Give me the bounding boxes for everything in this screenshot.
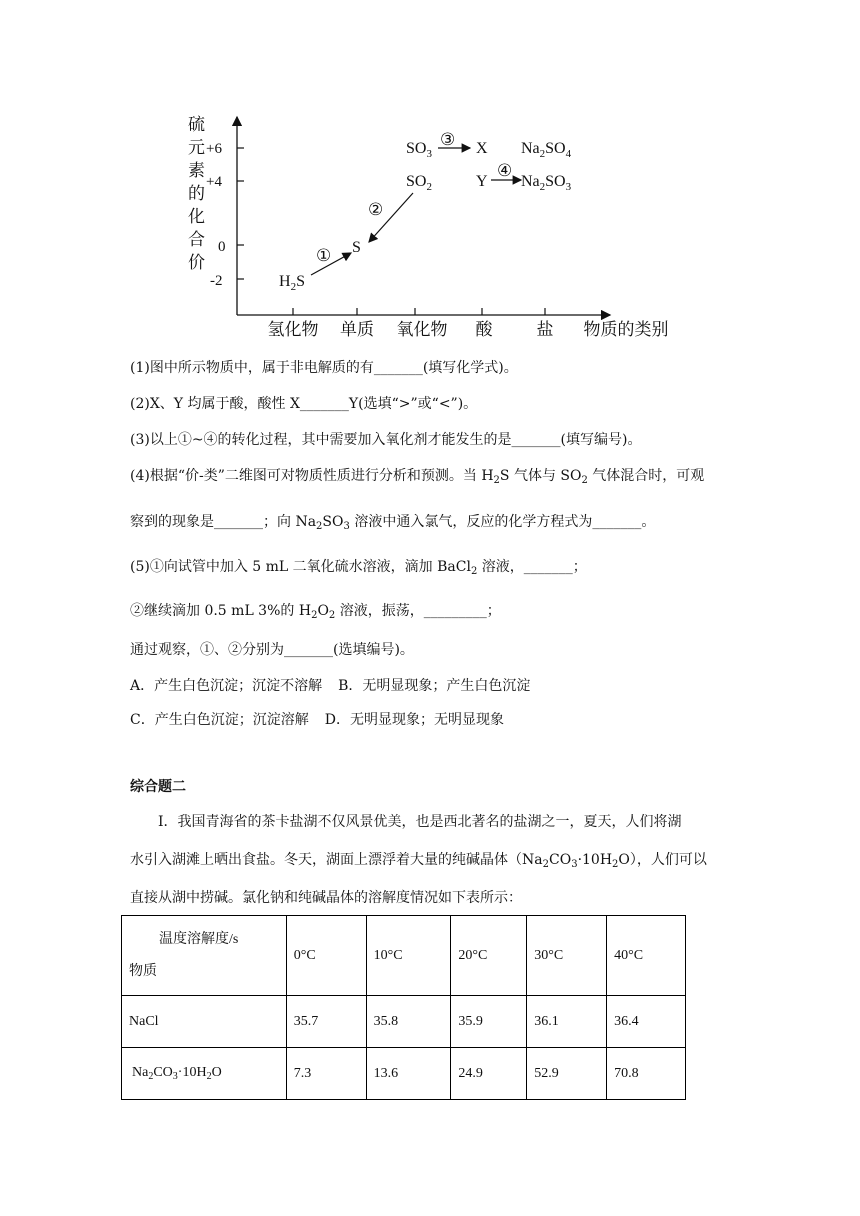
y-label-char: 化 bbox=[188, 207, 205, 226]
x-category-label: 酸 bbox=[475, 320, 493, 339]
species-na2so4: $Na_2SO_4$ bbox=[521, 140, 572, 160]
y-label-char: 元 bbox=[188, 138, 205, 157]
y-label-char: 的 bbox=[188, 184, 205, 203]
table-cell: 35.7 bbox=[286, 996, 366, 1048]
table-cell: 13.6 bbox=[366, 1048, 451, 1100]
question-5-part2: ②继续滴加 0.5 mL 3%的 $H_2O_2$ 溶液，振荡，_________； bbox=[130, 603, 501, 621]
x-category-label: 氢化物 bbox=[267, 320, 319, 339]
y-tick-label: +4 bbox=[206, 174, 222, 190]
x-category-label: 氧化物 bbox=[396, 320, 448, 339]
option-row-1 bbox=[130, 676, 530, 696]
option-d: D．无明显现象；无明显现象 bbox=[324, 712, 504, 728]
table-cell: 35.8 bbox=[366, 996, 451, 1048]
corner-bottom-label: 物质 bbox=[129, 963, 157, 979]
x-category-label: 盐 bbox=[536, 320, 554, 339]
table-cell: 36.4 bbox=[607, 996, 686, 1048]
paragraph-line-1: Ⅰ．我国青海省的茶卡盐湖不仅风景优美，也是西北著名的盐湖之一，夏天，人们将湖 bbox=[158, 814, 682, 830]
y-tick-label: -2 bbox=[210, 273, 223, 289]
question-1: (1)图中所示物质中，属于非电解质的有_______(填写化学式)。 bbox=[130, 360, 518, 376]
table-row bbox=[122, 996, 686, 1048]
y-label-char: 合 bbox=[188, 230, 205, 249]
row-label-nacl: NaCl bbox=[122, 996, 287, 1048]
question-4-line2: 察到的现象是_______；向 $Na_2SO_3$ 溶液中通入氯气，反应的化学方程式为_______。 bbox=[130, 514, 656, 532]
table-header-cell: 10°C bbox=[366, 916, 451, 996]
table-corner-cell bbox=[122, 916, 287, 996]
species-h2s: $H_2S$ bbox=[279, 273, 305, 293]
question-3: (3)以上①~④的转化过程，其中需要加入氧化剂才能发生的是_______(填写编号)。 bbox=[130, 432, 642, 448]
question-2: (2)X、Y 均属于酸，酸性 X_______Y(选填“>”或“<”)。 bbox=[130, 396, 478, 412]
y-label-char: 素 bbox=[188, 161, 205, 180]
option-c: C．产生白色沉淀；沉淀溶解 bbox=[130, 712, 309, 728]
species-y: Y bbox=[476, 173, 488, 190]
solubility-table bbox=[121, 915, 686, 1100]
step-label: ② bbox=[368, 200, 384, 219]
question-5-part3: 通过观察，①、②分别为_______(选填编号)。 bbox=[130, 642, 414, 658]
species-s: S bbox=[352, 239, 361, 256]
species-so2: $SO_2$ bbox=[406, 173, 432, 193]
x-axis-title: 物质的类别 bbox=[583, 320, 669, 339]
y-tick-label: 0 bbox=[218, 239, 226, 255]
question-5-part1: (5)①向试管中加入 5 mL 二氧化硫水溶液，滴加 BaCl$_2$ 溶液，_______； bbox=[130, 559, 587, 577]
question-4-line1: (4)根据“价-类”二维图可对物质性质进行分析和预测。当 $H_2S$ 气体与 $SO_2$ 气体混合时，可观 bbox=[130, 468, 705, 486]
y-axis-label bbox=[188, 115, 205, 272]
species-na2so3: $Na_2SO_3$ bbox=[521, 173, 572, 193]
species-x: X bbox=[476, 140, 488, 157]
paragraph-line-3: 直接从湖中捞碱。氯化钠和纯碱晶体的溶解度情况如下表所示： bbox=[130, 890, 522, 906]
table-cell: 70.8 bbox=[607, 1048, 686, 1100]
option-row-2 bbox=[130, 710, 504, 730]
table-cell: 35.9 bbox=[451, 996, 527, 1048]
table-header-row bbox=[122, 916, 686, 996]
table-cell: 52.9 bbox=[527, 1048, 607, 1100]
section-heading: 综合题二 bbox=[130, 779, 186, 795]
step-label: ① bbox=[316, 246, 332, 265]
table-header-cell: 20°C bbox=[451, 916, 527, 996]
option-b: B．无明显现象；产生白色沉淀 bbox=[338, 678, 531, 694]
species-so3: $SO_3$ bbox=[406, 140, 432, 160]
row-label-soda-crystal: $Na_2CO_3\cdot 10H_2O$ bbox=[122, 1048, 287, 1100]
x-category-label: 单质 bbox=[340, 320, 374, 339]
valence-class-diagram bbox=[170, 105, 690, 345]
step-label: ③ bbox=[440, 130, 456, 149]
corner-top-label: 温度溶解度/s bbox=[159, 931, 239, 947]
y-label-char: 价 bbox=[188, 253, 205, 272]
paragraph-line-2: 水引入湖滩上晒出食盐。冬天，湖面上漂浮着大量的纯碱晶体$(Na_2CO_3\cdot 10H_2O)$，人们可以 bbox=[130, 852, 707, 870]
table-header-cell: 40°C bbox=[607, 916, 686, 996]
table-cell: 24.9 bbox=[451, 1048, 527, 1100]
table-header-cell: 0°C bbox=[286, 916, 366, 996]
step-label: ④ bbox=[497, 161, 513, 180]
table-header-cell: 30°C bbox=[527, 916, 607, 996]
table-row bbox=[122, 1048, 686, 1100]
option-a: A．产生白色沉淀；沉淀不溶解 bbox=[130, 678, 323, 694]
y-tick-label: +6 bbox=[206, 141, 222, 157]
table-cell: 36.1 bbox=[527, 996, 607, 1048]
table-cell: 7.3 bbox=[286, 1048, 366, 1100]
y-label-char: 硫 bbox=[188, 115, 205, 134]
